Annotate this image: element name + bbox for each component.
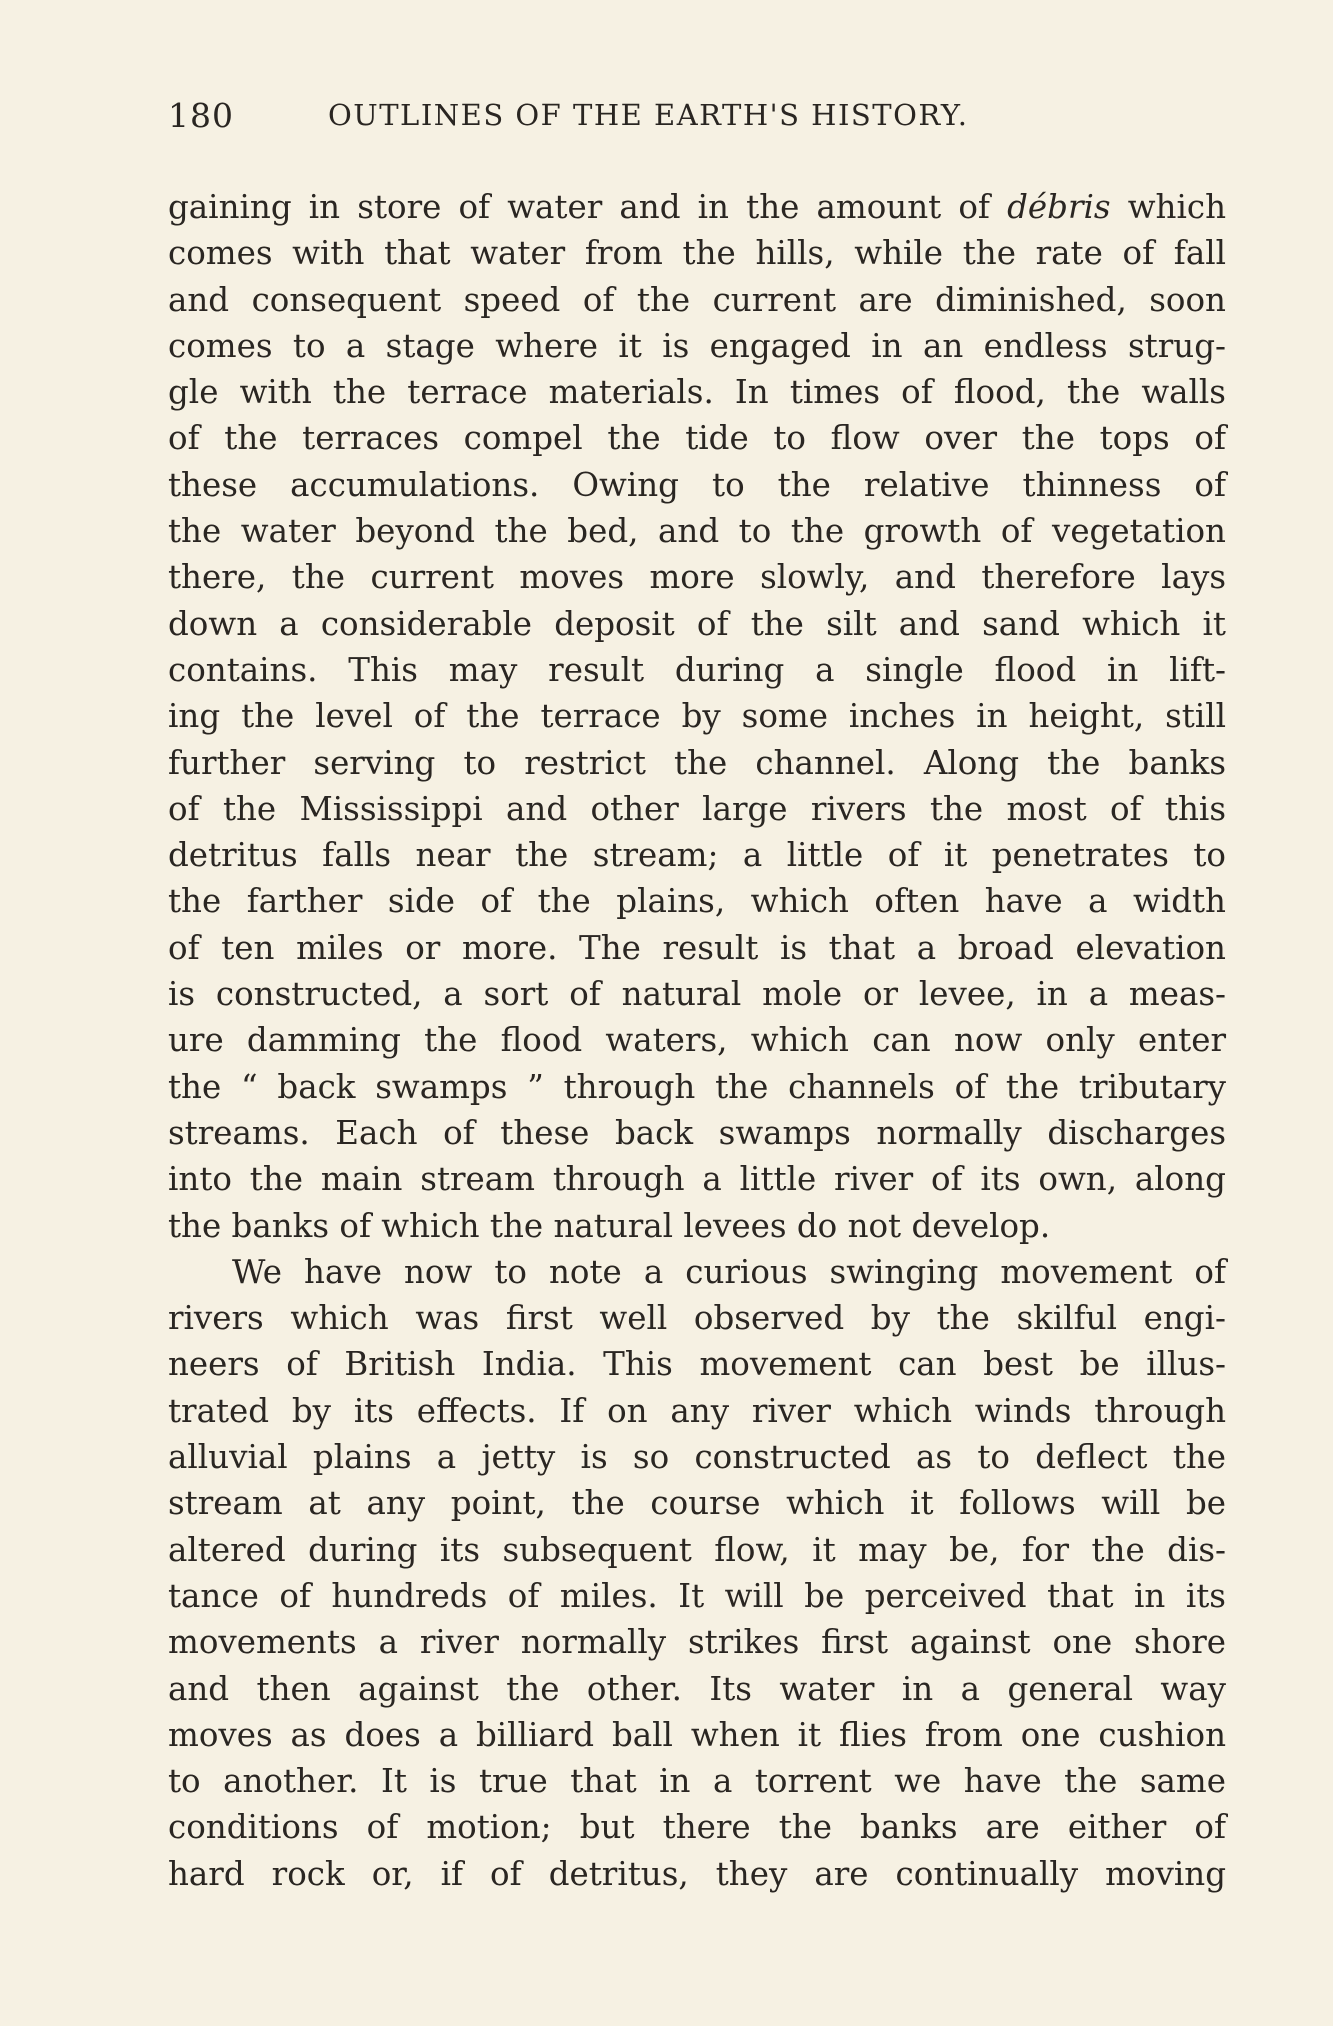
text-line: the farther side of the plains, which often have a width [168,882,1226,921]
text-line: rivers which was first well observed by the skilful engi- [168,1299,1226,1338]
text-line: and then against the other. Its water in a general way [168,1669,1226,1708]
text-line: comes to a stage where it is engaged in an endless strug- [168,326,1226,365]
text-line: into the main stream through a little river of its own, along [168,1160,1226,1199]
text-line [168,184,1226,230]
text-line: the water beyond the bed, and to the growth of vegetation [168,512,1226,551]
text-line: tance of hundreds of miles. It will be perceived that in its [168,1576,1226,1615]
text-line: ing the level of the terrace by some inches in height, still [168,697,1226,736]
text-line: altered during its subsequent flow, it may be, for the dis- [168,1530,1226,1569]
text-line: stream at any point, the course which it follows will be [168,1484,1226,1523]
text-run: which [1127,188,1226,226]
text-line: further serving to restrict the channel. Along the banks [168,743,1226,782]
running-head [168,96,1168,146]
italic-word: débris [1007,188,1111,226]
text-line: these accumulations. Owing to the relative thinness of [168,465,1226,504]
text-line: gle with the terrace materials. In times of flood, the walls [168,373,1226,412]
text-line: conditions of motion; but there the banks are either of [168,1808,1226,1847]
text-line: moves as does a billiard ball when it flies from one cushion [168,1715,1226,1754]
text-line: of the terraces compel the tide to flow over the tops of [168,419,1226,458]
text-line: down a considerable deposit of the silt and sand which it [168,604,1226,643]
text-line: comes with that water from the hills, while the rate of fall [168,234,1226,273]
running-title: OUTLINES OF THE EARTH'S HISTORY. [328,98,969,132]
text-line: alluvial plains a jetty is so constructed as to deflect the [168,1438,1226,1477]
text-line: movements a river normally strikes first against one shore [168,1623,1226,1662]
text-line: of ten miles or more. The result is that a broad elevation [168,928,1226,967]
text-line: there, the current moves more slowly, and therefore lays [168,558,1226,597]
text-line: streams. Each of these back swamps normally discharges [168,1113,1226,1152]
text-run: gaining in store of water and in the amount of [168,188,990,226]
body-text [168,184,1226,1897]
text-line: trated by its effects. If on any river which winds through [168,1391,1226,1430]
text-line: detritus falls near the stream; a little of it penetrates to [168,836,1226,875]
text-line: the “ back swamps ” through the channels of the tributary [168,1067,1226,1106]
text-line: to another. It is true that in a torrent we have the same [168,1762,1226,1801]
text-line: ure damming the flood waters, which can now only enter [168,1021,1226,1060]
paragraph-2 [168,1249,1226,1897]
text-line: and consequent speed of the current are diminished, soon [168,280,1226,319]
text-line: of the Mississippi and other large rivers the most of this [168,789,1226,828]
text-line: is constructed, a sort of natural mole or levee, in a meas- [168,975,1226,1014]
page-number: 180 [168,96,234,135]
text-line: the banks of which the natural levees do not develop. [168,1206,1051,1245]
text-line: We have now to note a curious swinging movement of [232,1252,1226,1291]
text-line: contains. This may result during a single flood in lift- [168,650,1226,689]
text-line: neers of British India. This movement can best be illus- [168,1345,1226,1384]
text-line: hard rock or, if of detritus, they are continually moving [168,1854,1226,1893]
paragraph-1 [168,184,1226,1249]
